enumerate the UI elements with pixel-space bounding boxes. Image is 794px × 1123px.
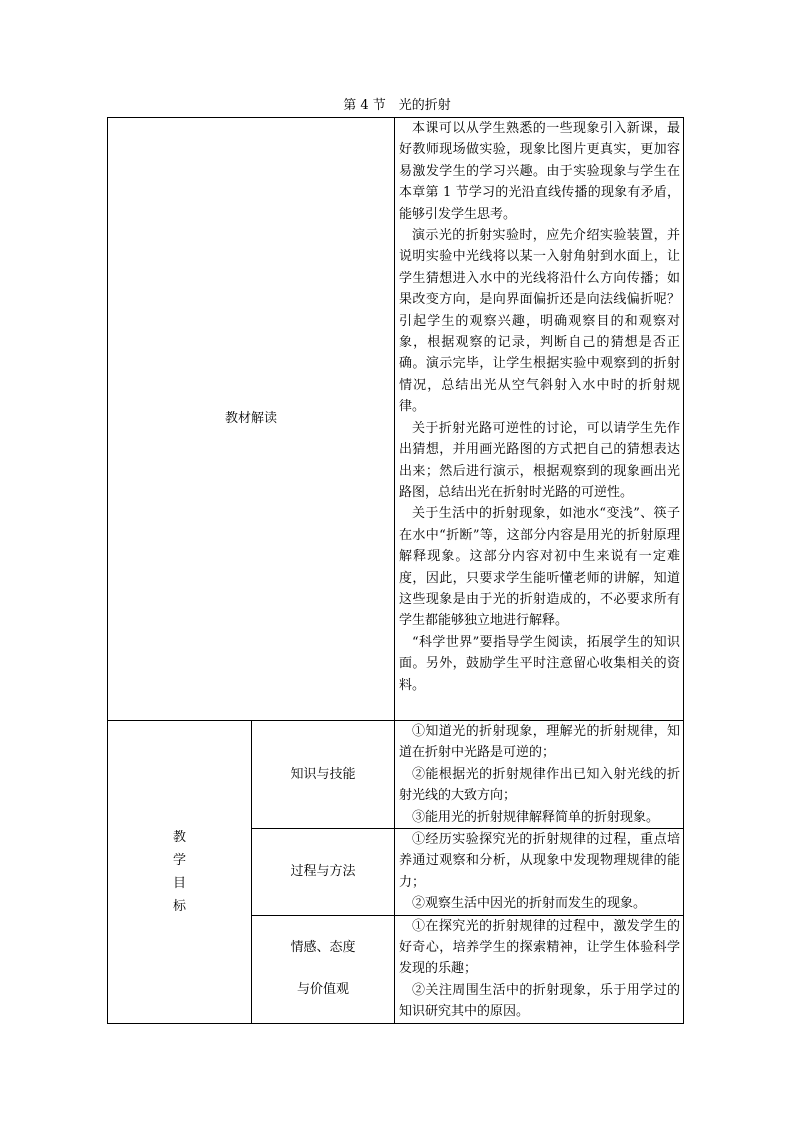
emotion-label [252,915,395,1023]
process-item: ①经历实验探究光的折射规律的过程，重点培养通过观察和分析，从现象中发现物理规律的能力； [399,832,681,890]
objectives-label-char: 目 [172,875,186,891]
knowledge-label: 知识与技能 [252,721,395,829]
emotion-label-line: 与价值观 [297,982,350,998]
knowledge-item: ①知道光的折射现象，理解光的折射规律，知道在折射中光路是可逆的； [399,724,681,761]
emotion-item: ②关注周围生活中的折射现象，乐于用学过的知识研究其中的原因。 [399,982,681,1020]
objectives-label-char: 教 [172,829,186,845]
emotion-content [395,915,684,1023]
process-label: 过程与方法 [252,829,395,916]
interpretation-label: 教材解读 [108,118,395,721]
knowledge-content [395,721,684,829]
emotion-item: ①在探究光的折射规律的过程中，激发学生的好奇心，培养学生的探索精神，让学生体验科学发现的乐趣； [399,918,681,977]
lesson-plan-table [107,117,684,1024]
interpretation-paragraph: 关于生活中的折射现象，如池水“变浅”、筷子在水中“折断”等，这部分内容是用光的折射原理解释现象。这部分内容对初中生来说有一定难度，因此，只要求学生能听懂老师的讲解，知道这些现象是由于光的折射造成的，不必要求所有学生都能够独立地进行解释。 [399,506,681,629]
objectives-label [108,721,252,1024]
interpretation-content [395,118,684,721]
process-content [395,829,684,916]
objectives-label-char: 学 [172,852,186,868]
knowledge-row [108,721,684,829]
interpretation-paragraph: 关于折射光路可逆性的讨论，可以请学生先作出猜想，并用画光路图的方式把自己的猜想表达出来；然后进行演示，根据观察到的现象画出光路图，总结出光在折射时光路的可逆性。 [399,420,681,500]
process-item: ②观察生活中因光的折射而发生的现象。 [412,896,647,912]
page-title: 第 4 节 光的折射 [343,98,451,113]
knowledge-item: ③能用光的折射规律解释简单的折射现象。 [412,809,660,825]
interpretation-paragraph: 演示光的折射实验时，应先介绍实验装置，并说明实验中光线将以某一入射角射到水面上，让学生猜想进入水中的光线将沿什么方向传播；如果改变方向，是向界面偏折还是向法线偏折呢？引起学生的观察兴趣，明确观察目的和观察对象，根据观察的记录，判断自己的猜想是否正确。演示完毕，让学生根据实验中观察到的折射情况，总结出光从空气斜射入水中时的折射规律。 [399,228,681,415]
objectives-label-char: 标 [172,898,186,914]
interpretation-paragraph: “科学世界”要指导学生阅读，拓展学生的知识面。另外，鼓励学生平时注意留心收集相关的资料。 [399,634,681,693]
interpretation-row [108,118,684,721]
interpretation-paragraph: 本课可以从学生熟悉的一些现象引入新课，最好教师现场做实验，现象比图片更真实，更加容易激发学生的学习兴趣。由于实验现象与学生在本章第 1 节学习的光沿直线传播的现象有矛盾，能够引发学生思考。 [399,121,681,222]
knowledge-item: ②能根据光的折射规律作出已知入射光线的折射光线的大致方向； [399,766,681,804]
emotion-label-line: 情感、态度 [290,940,356,956]
emotion-label-spacer [252,958,394,980]
